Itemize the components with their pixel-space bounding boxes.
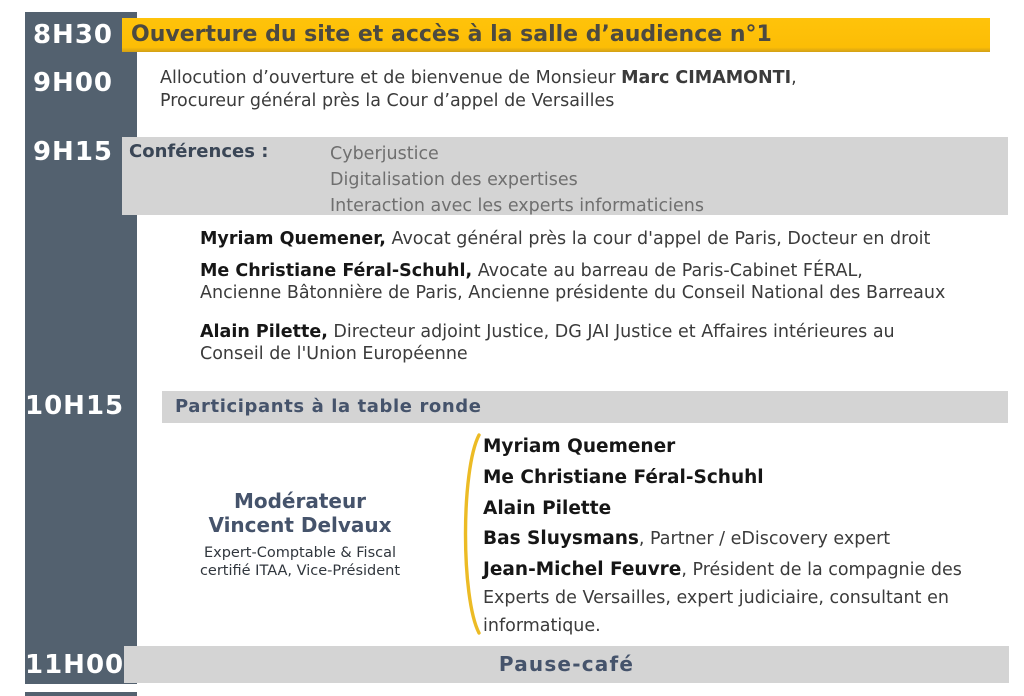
participant-line: Experts de Versailles, expert judiciaire, consultant en — [483, 588, 949, 608]
participant-entry — [483, 498, 611, 519]
round-table-bracket-icon — [456, 432, 482, 636]
timeline-bar-tail — [25, 692, 137, 696]
participant-name: Bas Sluysmans — [483, 528, 639, 549]
speaker-entry — [200, 260, 945, 304]
participant-desc: , Partner / eDiscovery expert — [638, 529, 891, 549]
conference-topic: Interaction avec les experts informaticiens — [330, 196, 704, 216]
time-11h00: 11H00 — [25, 650, 125, 680]
conferences-label: Conférences : — [129, 141, 269, 162]
participant-desc: , Président de la compagnie des — [681, 560, 962, 580]
welcome-speaker-name: Marc CIMAMONTI — [621, 68, 792, 88]
moderator-role: Modérateur — [233, 489, 367, 513]
coffee-break-banner: Pause-café — [124, 646, 1009, 683]
timeline-bar — [25, 12, 137, 684]
participant-entry — [483, 436, 675, 457]
moderator-block — [150, 489, 450, 580]
speaker-line: Alain Pilette, Directeur adjoint Justice, DG JAI Justice et Affaires intérieures au — [200, 322, 895, 342]
speaker-entry — [200, 321, 895, 365]
conferences-banner — [122, 137, 1008, 215]
participant-entry — [483, 467, 764, 488]
welcome-line-2: Procureur général près la Cour d’appel de Versailles — [160, 91, 615, 111]
welcome-line-1: Allocution d’ouverture et de bienvenue de Monsieur Marc CIMAMONTI, — [160, 68, 797, 88]
speaker-name: Me Christiane Féral-Schuhl, — [200, 261, 473, 281]
time-9h00: 9H00 — [32, 68, 114, 98]
participant-entry — [483, 528, 890, 549]
conferences-topics — [330, 141, 704, 219]
opening-title: Ouverture du site et accès à la salle d’audience n°1 — [131, 22, 772, 47]
moderator-detail: certifié ITAA, Vice-Président — [199, 563, 401, 579]
speaker-line: Me Christiane Féral-Schuhl, Avocate au barreau de Paris-Cabinet FÉRAL, — [200, 261, 863, 281]
participant-name: Me Christiane Féral-Schuhl — [483, 467, 764, 488]
participant-name: Alain Pilette — [483, 498, 612, 519]
participant-line: informatique. — [483, 616, 601, 636]
welcome-block — [160, 67, 797, 113]
participant-name: Myriam Quemener — [483, 436, 676, 457]
participant-name: Jean-Michel Feuvre — [483, 559, 682, 580]
conference-topic: Digitalisation des expertises — [330, 170, 578, 190]
opening-banner — [122, 18, 990, 52]
round-table-header: Participants à la table ronde — [162, 391, 1008, 423]
speaker-line: Myriam Quemener, Avocat général près la cour d'appel de Paris, Docteur en droit — [200, 229, 931, 249]
time-8h30: 8H30 — [32, 20, 114, 50]
time-9h15: 9H15 — [32, 137, 114, 167]
speaker-line: Conseil de l'Union Européenne — [200, 344, 468, 364]
speaker-entry — [200, 228, 930, 250]
participant-line — [483, 556, 962, 584]
speaker-name: Alain Pilette, — [200, 322, 328, 342]
conference-topic: Cyberjustice — [330, 144, 439, 164]
moderator-name: Vincent Delvaux — [208, 513, 392, 537]
participant-entry — [483, 556, 962, 640]
time-10h15: 10H15 — [25, 391, 125, 421]
speaker-name: Myriam Quemener, — [200, 229, 386, 249]
speaker-line: Ancienne Bâtonnière de Paris, Ancienne présidente du Conseil National des Barreaux — [200, 283, 946, 303]
moderator-detail: Expert-Comptable & Fiscal — [203, 545, 397, 561]
